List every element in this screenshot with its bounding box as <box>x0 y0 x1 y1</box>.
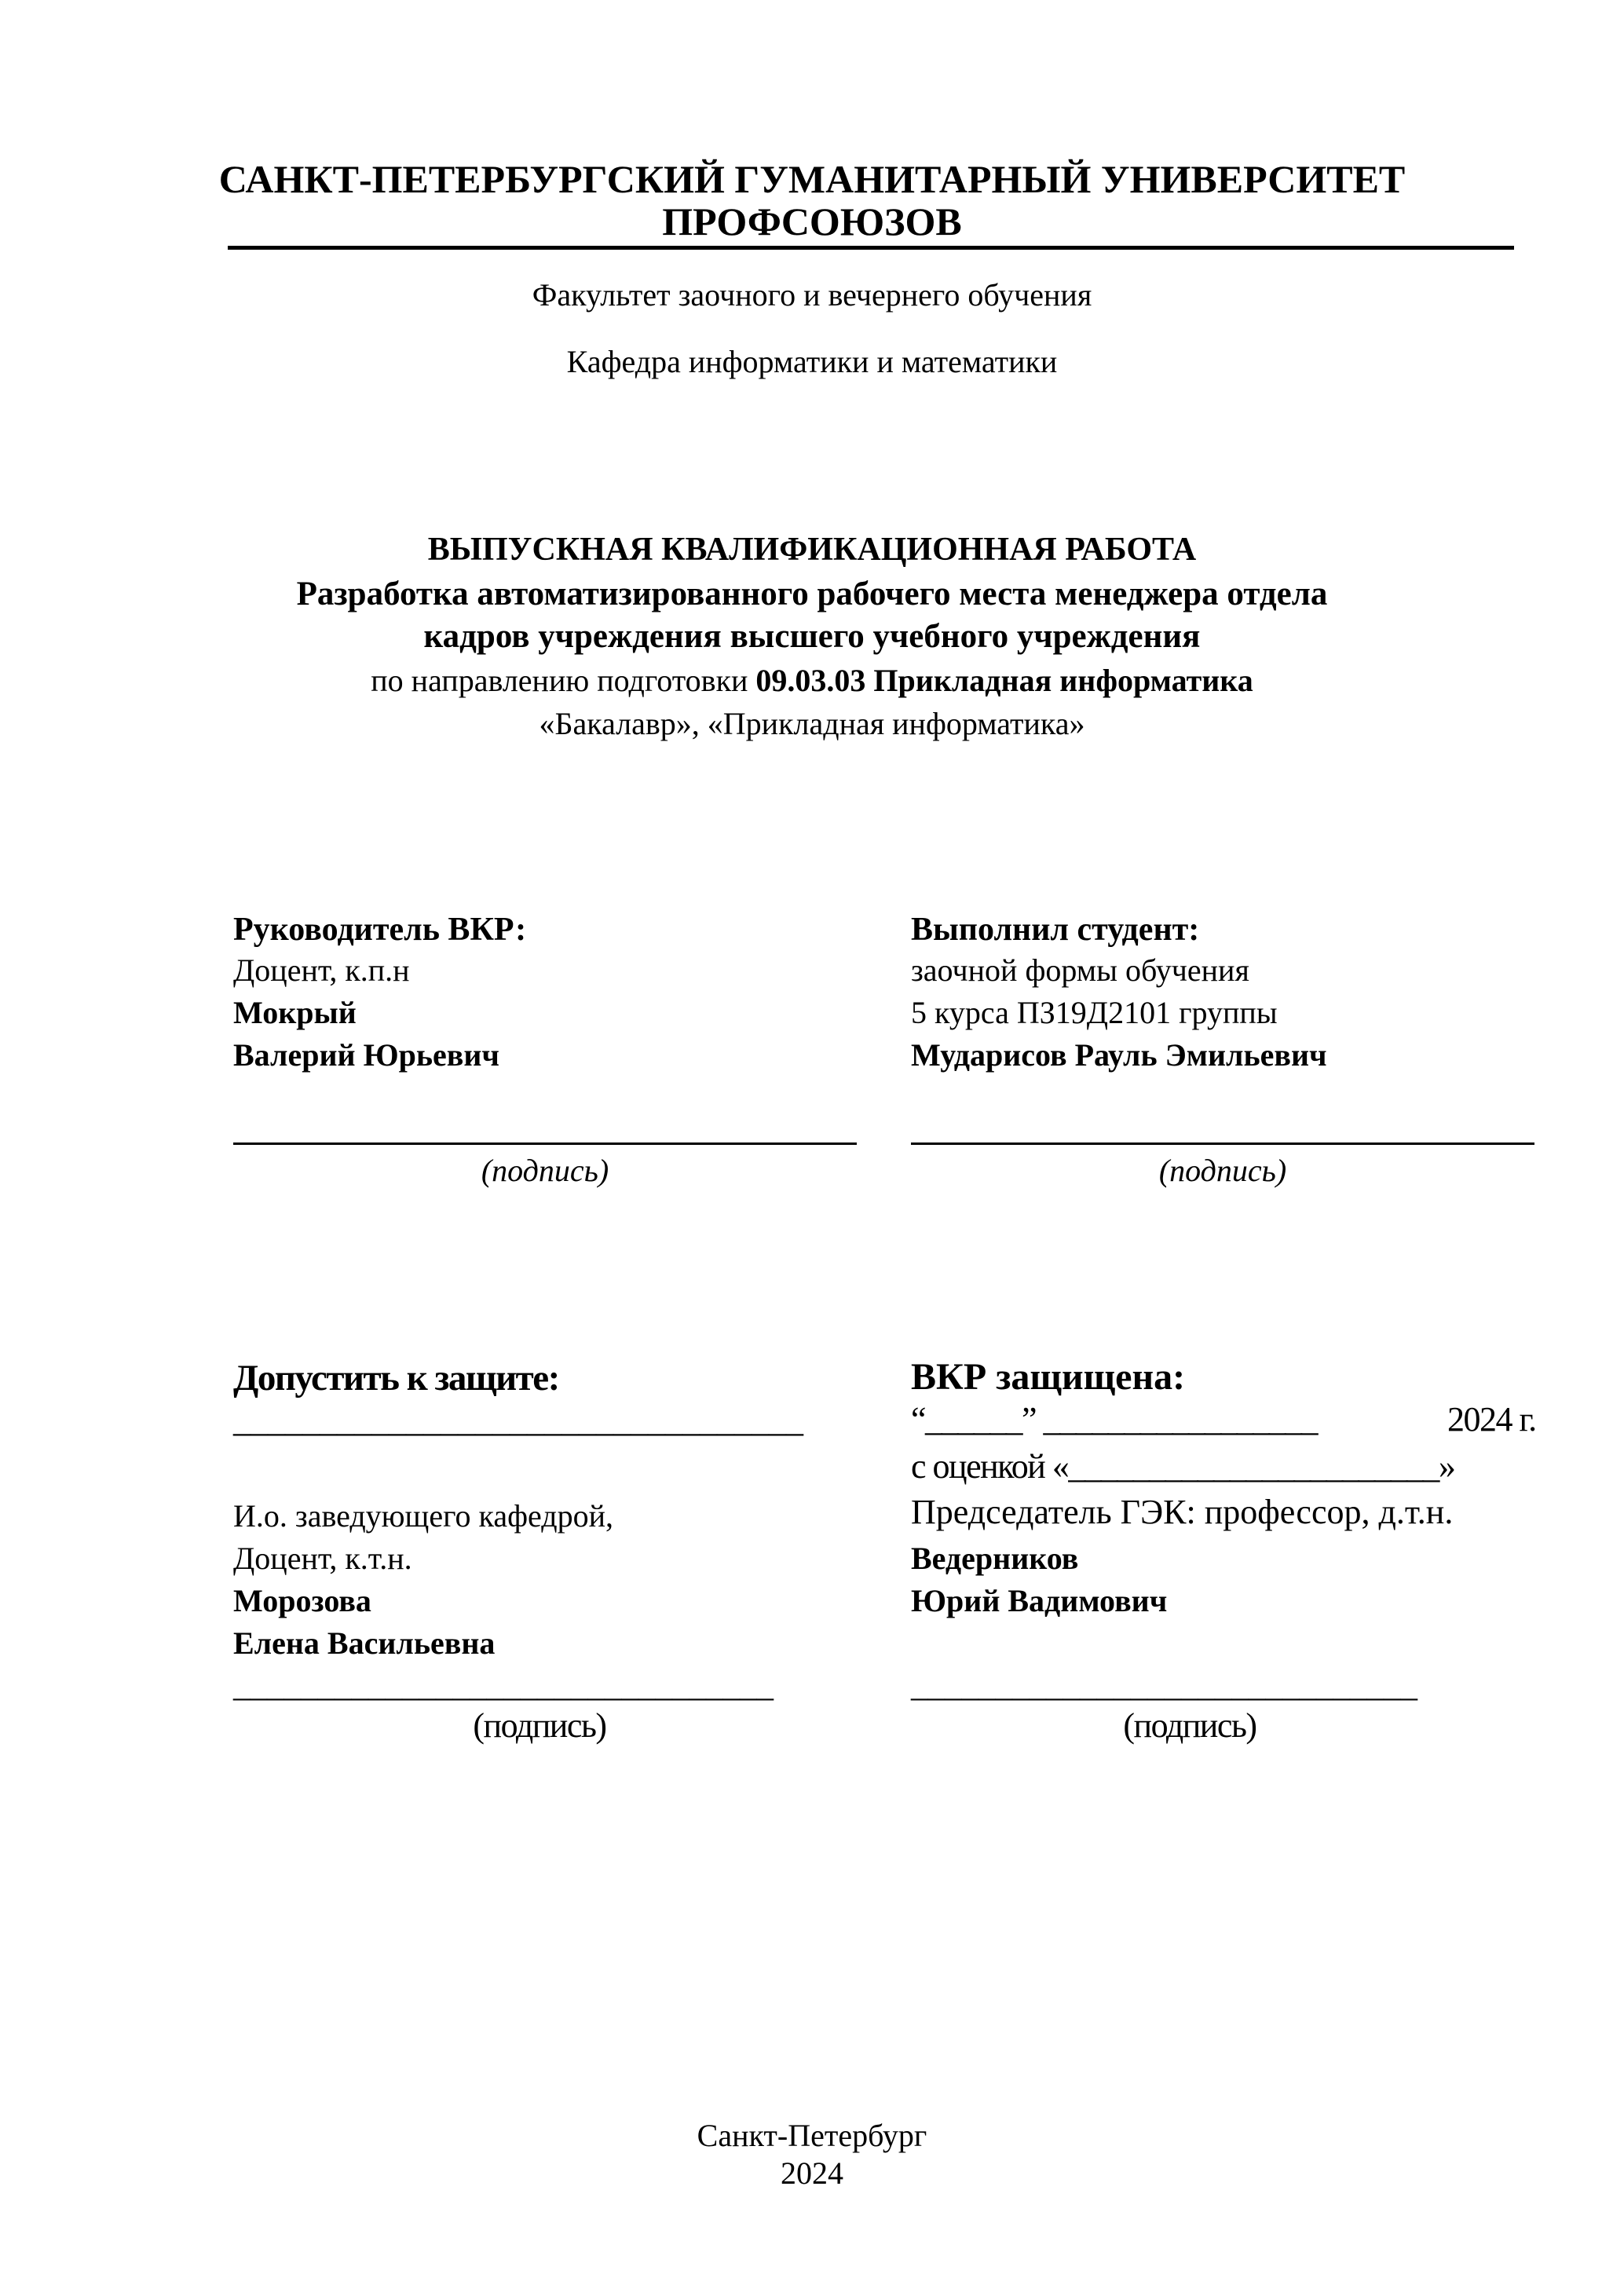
supervisor-name: Валерий Юрьевич <box>233 1037 499 1073</box>
defense-chairman-surname: Ведерников <box>911 1541 1079 1576</box>
student-name: Мударисов Рауль Эмильевич <box>911 1037 1327 1073</box>
admission-signature-blank: ________________________________ <box>233 1667 774 1704</box>
university-name-line1: САНКТ-ПЕТЕРБУРГСКИЙ ГУМАНИТАРНЫЙ УНИВЕРСИТЕТ <box>218 157 1406 201</box>
student-heading: Выполнил студент: <box>911 912 1200 948</box>
student-signature-caption: (подпись) <box>1158 1153 1287 1188</box>
direction-code: 09.03.03 Прикладная информатика <box>755 663 1253 698</box>
student-group: 5 курса ПЗ19Д2101 группы <box>911 995 1278 1030</box>
defense-date-line: “______” _________________ <box>911 1400 1318 1439</box>
faculty-name: Факультет заочного и вечернего обучения <box>532 277 1092 313</box>
supervisor-signature-caption: (подпись) <box>481 1153 609 1188</box>
admission-surname: Морозова <box>233 1583 371 1618</box>
work-type: ВЫПУСКНАЯ КВАЛИФИКАЦИОННАЯ РАБОТА <box>427 532 1197 568</box>
university-name-line2: ПРОФСОЮЗОВ <box>662 199 962 243</box>
degree-line: «Бакалавр», «Прикладная информатика» <box>539 706 1085 741</box>
admission-degree: Доцент, к.т.н. <box>233 1541 412 1576</box>
supervisor-position: Доцент, к.п.н <box>233 952 410 988</box>
student-signature-line <box>911 1143 1534 1145</box>
defense-chairman-name: Юрий Вадимович <box>911 1583 1168 1618</box>
student-study-form: заочной формы обучения <box>911 952 1249 988</box>
supervisor-heading: Руководитель ВКР: <box>233 912 527 948</box>
direction-prefix: по направлению подготовки <box>371 663 748 698</box>
supervisor-surname: Мокрый <box>233 995 357 1030</box>
topic-line1: Разработка автоматизированного рабочего места менеджера отдела <box>296 576 1328 612</box>
defense-signature-blank: ______________________________ <box>911 1667 1417 1704</box>
defense-heading: ВКР защищена: <box>911 1356 1186 1398</box>
admission-name: Елена Васильевна <box>233 1625 496 1661</box>
department-name: Кафедра информатики и математики <box>566 344 1058 379</box>
defense-chairman: Председатель ГЭК: профессор, д.т.н. <box>911 1493 1454 1531</box>
footer-city: Санкт-Петербург <box>697 2118 927 2153</box>
defense-grade-line: с оценкой «_______________________» <box>911 1447 1455 1486</box>
supervisor-signature-line <box>233 1143 857 1145</box>
direction-line <box>0 662 1624 699</box>
admission-position: И.о. заведующего кафедрой, <box>233 1498 614 1534</box>
footer-year: 2024 <box>781 2155 843 2191</box>
defense-signature-caption: (подпись) <box>1123 1706 1256 1745</box>
topic-line2: кадров учреждения высшего учебного учреждения <box>423 618 1201 655</box>
admission-heading: Допустить к защите: <box>233 1358 559 1398</box>
admission-blank: _________________________________ <box>233 1401 803 1439</box>
header-divider <box>228 246 1514 250</box>
admission-signature-caption: (подпись) <box>473 1706 606 1745</box>
defense-year: 2024 г. <box>1447 1400 1536 1439</box>
